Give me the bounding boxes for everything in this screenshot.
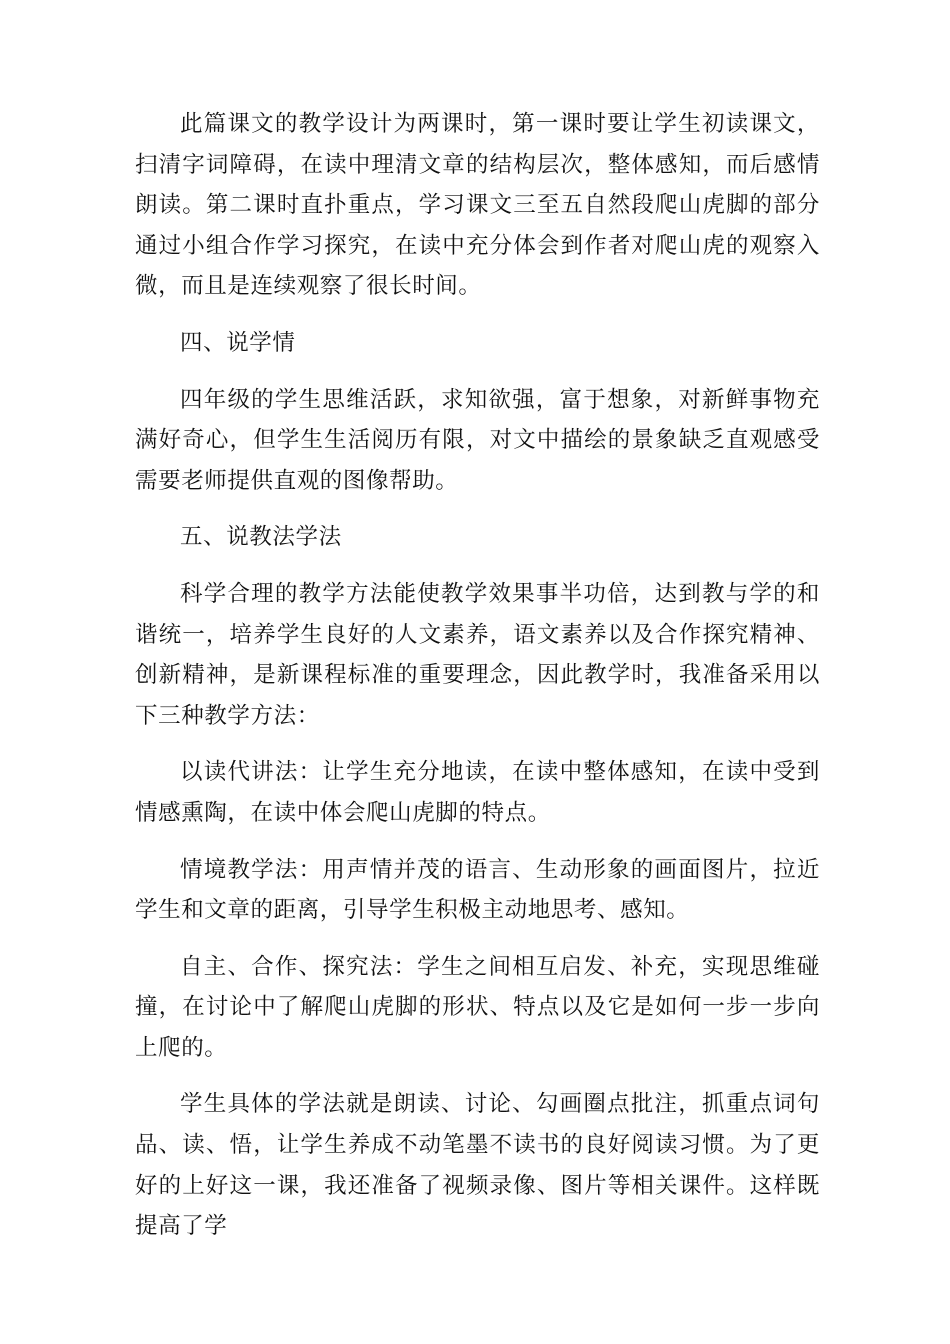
document-body: [135, 104, 820, 1263]
paragraph-student-analysis: 四年级的学生思维活跃，求知欲强，富于想象，对新鲜事物充满好奇心，但学生生活阅历有限，对文中描绘的景象缺乏直观感受需要老师提供直观的图像帮助。: [135, 386, 820, 494]
paragraph-lesson-design: 此篇课文的教学设计为两课时，第一课时要让学生初读课文，扫清字词障碍，在读中理清文章的结构层次，整体感知，而后感情朗读。第二课时直扑重点，学习课文三至五自然段爬山虎脚的部分通过小组合作学习探究，在读中充分体会到作者对爬山虎的观察入微，而且是连续观察了很长时间。: [135, 111, 820, 300]
section-heading-student-analysis: 四、说学情: [180, 329, 296, 356]
paragraph-method-reading: 以读代讲法：让学生充分地读，在读中整体感知，在读中受到情感熏陶，在读中体会爬山虎脚的特点。: [135, 759, 820, 826]
paragraph-method-situational: 情境教学法：用声情并茂的语言、生动形象的画面图片，拉近学生和文章的距离，引导学生积极主动地思考、感知。: [135, 856, 820, 924]
section-heading-teaching-methods: 五、说教法学法: [180, 524, 342, 551]
paragraph-learning-methods: 学生具体的学法就是朗读、讨论、勾画圈点批注，抓重点词句品、读、悟，让学生养成不动笔墨不读书的良好阅读习惯。为了更好的上好这一课，我还准备了视频录像、图片等相关课件。这样既提高了学: [135, 1091, 820, 1240]
paragraph-method-cooperative: 自主、合作、探究法：学生之间相互启发、补充，实现思维碰撞，在讨论中了解爬山虎脚的形状、特点以及它是如何一步一步向上爬的。: [135, 953, 820, 1061]
paragraph-methods-intro: 科学合理的教学方法能使教学效果事半功倍，达到教与学的和谐统一，培养学生良好的人文素养，语文素养以及合作探究精神、创新精神，是新课程标准的重要理念，因此教学时，我准备采用以下三种教学方法：: [135, 580, 820, 729]
